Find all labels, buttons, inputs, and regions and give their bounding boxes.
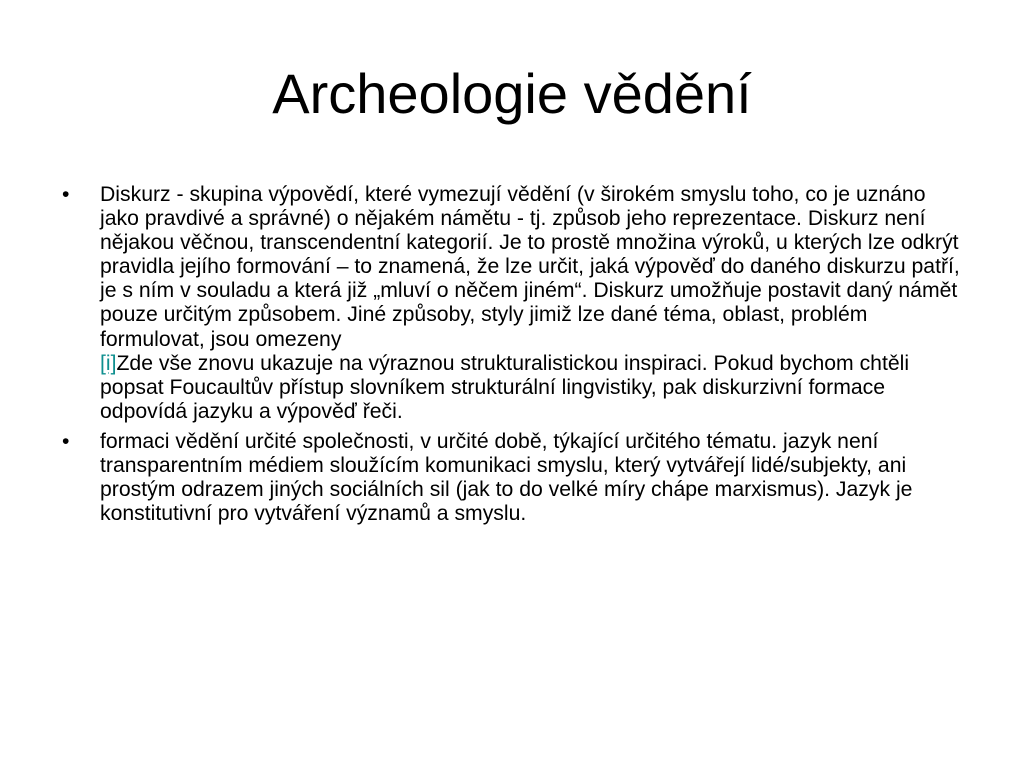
bullet-icon: • bbox=[62, 429, 70, 453]
bullet-text-part-2: Zde vše znovu ukazuje na výraznou strukturalistickou inspiraci. Pokud bychom chtěli popsat Foucaultův přístup slovníkem strukturální lingvistiky, pak diskurzivní formace odpovídá jazyku a výpověď řeči. bbox=[100, 351, 910, 423]
bullet-item-formace bbox=[62, 429, 970, 526]
bullet-text-part-1: Diskurz - skupina výpovědí, které vymezují vědění (v širokém smyslu toho, co je uznáno jako pravdivé a správné) o nějakém námětu - tj. způsob jeho reprezentace. Diskurz není nějakou věčnou, transcendentní kategorií. Je to prostě množina výroků, u kterých lze odkrýt pravidla jejího formování – to znamená, že lze určit, jaká výpověď do daného diskurzu patří, je s ním v souladu a která již „mluví o něčem jiném“. Diskurz umožňuje postavit daný námět pouze určitým způsobem. Jiné způsoby, styly jimiž lze dané téma, oblast, problém formulovat, jsou omezeny bbox=[100, 183, 960, 351]
slide-title: Archeologie vědění bbox=[272, 62, 752, 125]
footnote-link[interactable]: [i] bbox=[100, 351, 117, 375]
bullet-text: formaci vědění určité společnosti, v určité době, týkající určitého tématu. jazyk není transparentním médiem sloužícím komunikaci smyslu, který vytvářejí lidé/subjekty, ani prostým odrazem jiných sociálních sil (jak to do velké míry chápe marxismus). Jazyk je konstitutivní pro vytváření významů a smyslu. bbox=[100, 429, 913, 526]
bullet-icon: • bbox=[62, 183, 70, 206]
bullet-list bbox=[62, 183, 970, 532]
bullet-item-diskurz bbox=[62, 183, 970, 424]
